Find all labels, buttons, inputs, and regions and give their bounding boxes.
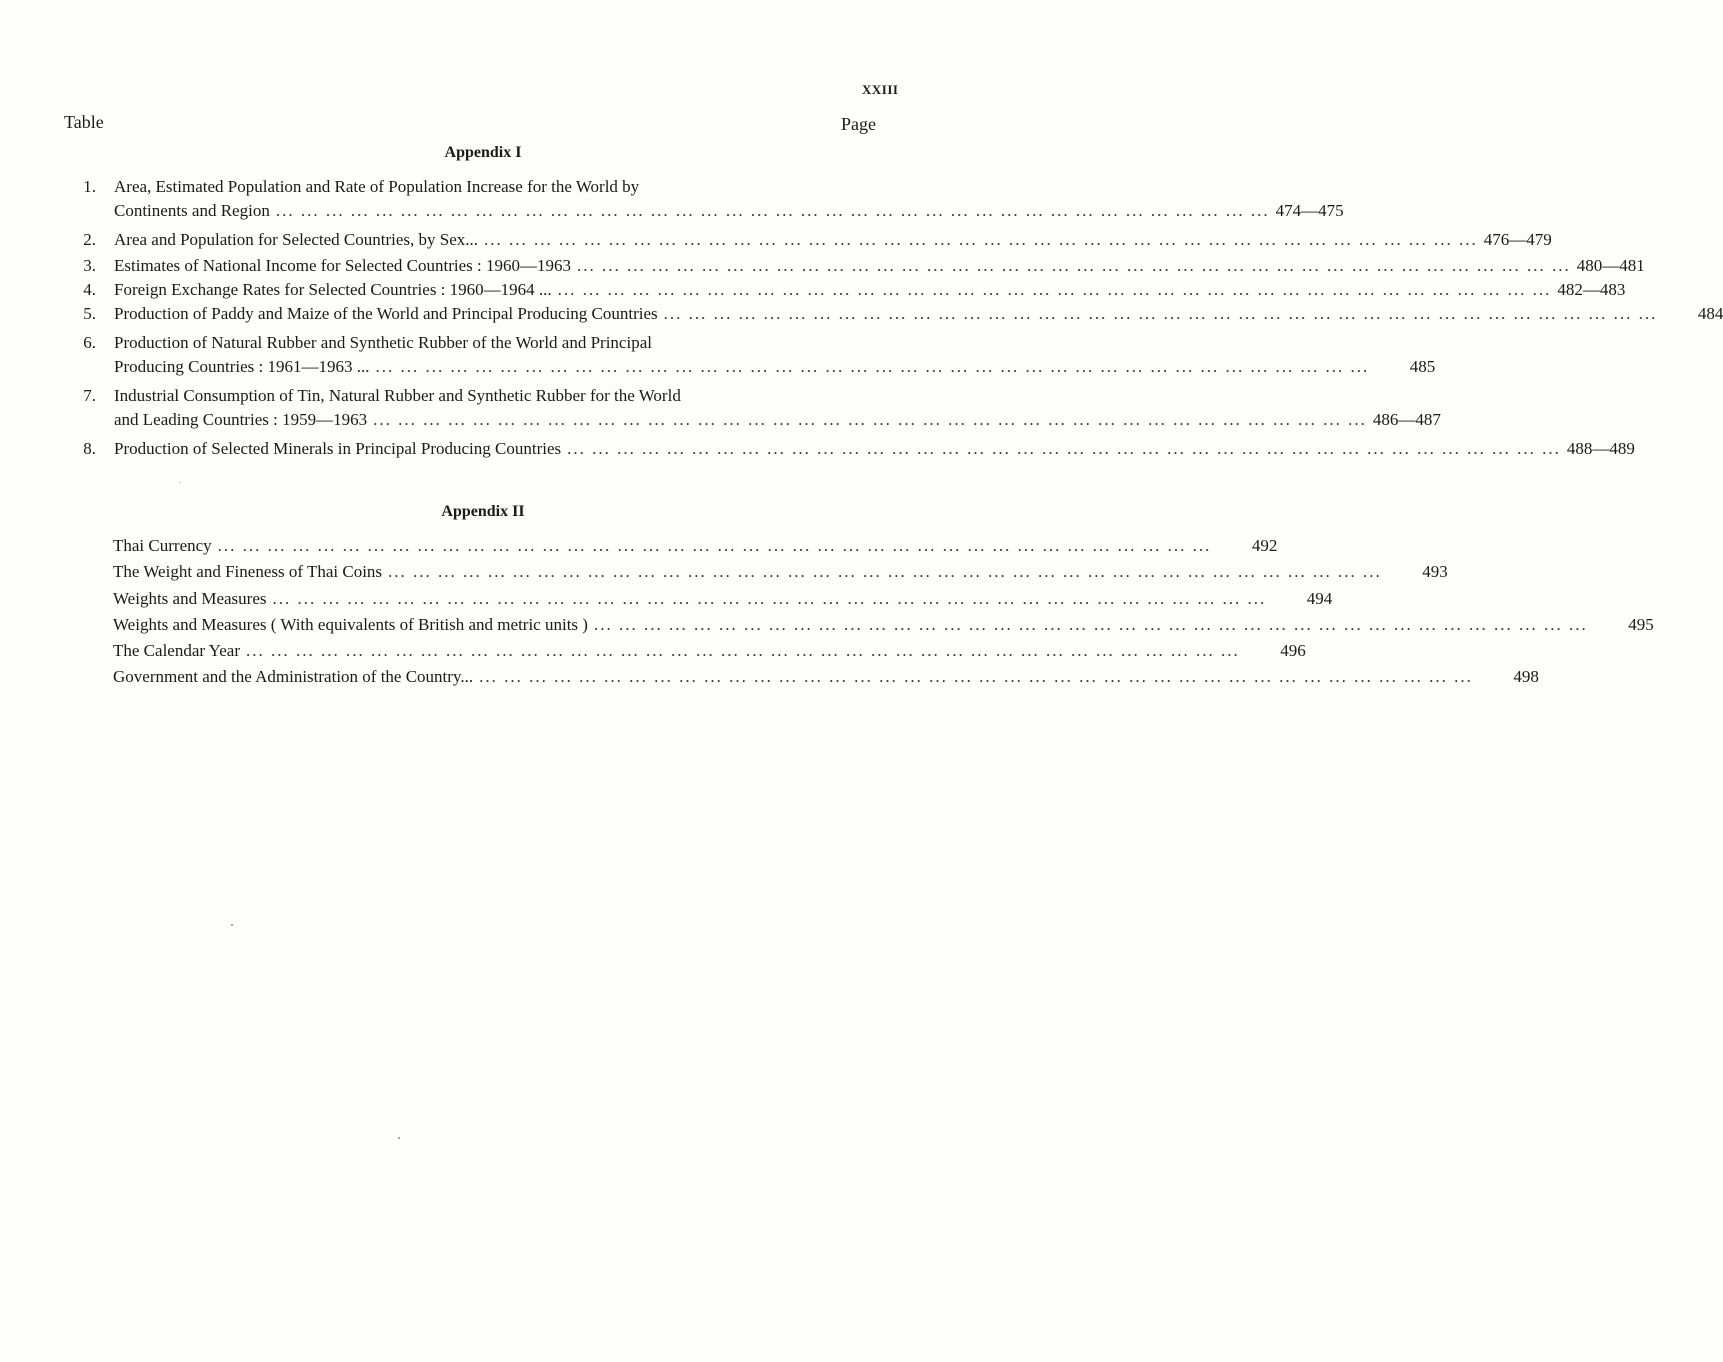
entry-title-line: Producing Countries : 1961—1963 ... — [114, 357, 370, 376]
scan-speck — [398, 1137, 400, 1139]
entry-page: 493 — [1422, 562, 1448, 581]
entry-page: 498 — [1513, 667, 1539, 686]
entry-page: 495 — [1628, 615, 1654, 634]
toc-entry-weights-measures-equivalents[interactable] — [113, 613, 1654, 637]
scan-speck — [180, 482, 181, 483]
table-column-header: Table — [64, 112, 104, 132]
entry-title-line: Continents and Region — [114, 201, 270, 220]
toc-entry-government[interactable] — [113, 665, 1539, 689]
entry-number: 2. — [83, 230, 96, 249]
entry-page: 494 — [1306, 589, 1333, 608]
entry-number: 4. — [83, 280, 96, 299]
appendix-1-title: Appendix I — [444, 144, 522, 161]
entry-title-line: Foreign Exchange Rates for Selected Countries : 1960—1964 ... — [114, 280, 552, 299]
dot-leader: ... ... ... ... ... ... ... ... ... ... ... ... ... ... ... ... ... ... ... ... ... ... ... ... ... ... ... ... ... ... ... ... ... ... ... ... ... ... ... ... — [375, 357, 1370, 376]
dot-leader: ... ... ... ... ... ... ... ... ... ... ... ... ... ... ... ... ... ... ... ... ... ... ... ... ... ... ... ... ... ... ... ... ... ... ... ... ... ... ... ... — [577, 256, 1571, 275]
entry-page: 484 — [1697, 304, 1723, 323]
entry-title: Weights and Measures ( With equivalents of British and metric units ) — [113, 615, 588, 634]
entry-number: 3. — [83, 256, 96, 275]
entry-page: 485 — [1409, 357, 1436, 376]
toc-entry-thai-coins[interactable] — [113, 560, 1448, 584]
dot-leader: ... ... ... ... ... ... ... ... ... ... ... ... ... ... ... ... ... ... ... ... ... ... ... ... ... ... ... ... ... ... ... ... ... ... ... ... ... ... ... ... — [484, 230, 1478, 249]
entry-title: Thai Currency — [113, 536, 212, 555]
entry-title: Government and the Administration of the Country... — [113, 667, 474, 686]
entry-title-line: and Leading Countries : 1959—1963 — [114, 410, 368, 429]
page-column-header: Page — [841, 114, 876, 134]
entry-page: 488—489 — [1566, 439, 1635, 458]
dot-leader: ... ... ... ... ... ... ... ... ... ... ... ... ... ... ... ... ... ... ... ... ... ... ... ... ... ... ... ... ... ... ... ... ... ... ... ... ... ... ... ... — [388, 562, 1382, 581]
entry-title-line: Area and Population for Selected Countries, by Sex... — [114, 230, 479, 249]
page-number: XXIII — [862, 82, 899, 97]
entry-title-line: Production of Paddy and Maize of the World and Principal Producing Countries — [114, 304, 658, 323]
entry-title-line: Area, Estimated Population and Rate of Population Increase for the World by — [114, 177, 640, 196]
entry-page: 474—475 — [1275, 201, 1344, 220]
dot-leader: ... ... ... ... ... ... ... ... ... ... ... ... ... ... ... ... ... ... ... ... ... ... ... ... ... ... ... ... ... ... ... ... ... ... ... ... ... ... ... ... — [567, 439, 1561, 458]
toc-entry-thai-currency[interactable] — [113, 534, 1278, 558]
dot-leader: ... ... ... ... ... ... ... ... ... ... ... ... ... ... ... ... ... ... ... ... ... ... ... ... ... ... ... ... ... ... ... ... ... ... ... ... ... ... ... ... — [479, 667, 1473, 686]
entry-number: 7. — [83, 386, 96, 405]
scan-speck — [231, 924, 233, 926]
dot-leader: ... ... ... ... ... ... ... ... ... ... ... ... ... ... ... ... ... ... ... ... ... ... ... ... ... ... ... ... ... ... ... ... ... ... ... ... ... ... ... ... — [246, 641, 1240, 660]
dot-leader: ... ... ... ... ... ... ... ... ... ... ... ... ... ... ... ... ... ... ... ... ... ... ... ... ... ... ... ... ... ... ... ... ... ... ... ... ... ... ... ... — [593, 615, 1588, 634]
entry-title: Weights and Measures — [113, 589, 267, 608]
toc-entry-weights-measures[interactable] — [113, 587, 1333, 611]
toc-entry-calendar-year[interactable] — [113, 639, 1306, 663]
entry-title-line: Production of Selected Minerals in Principal Producing Countries — [114, 439, 562, 458]
entry-title: The Calendar Year — [113, 641, 240, 660]
entry-page: 486—487 — [1372, 410, 1441, 429]
entry-title: The Weight and Fineness of Thai Coins — [113, 562, 383, 581]
entry-page: 492 — [1251, 536, 1278, 555]
dot-leader: ... ... ... ... ... ... ... ... ... ... ... ... ... ... ... ... ... ... ... ... ... ... ... ... ... ... ... ... ... ... ... ... ... ... ... ... ... ... ... ... — [373, 410, 1367, 429]
entry-number: 6. — [83, 333, 96, 352]
entry-number: 8. — [83, 439, 96, 458]
entry-title-line: Estimates of National Income for Selected Countries : 1960—1963 — [114, 256, 572, 275]
dot-leader: ... ... ... ... ... ... ... ... ... ... ... ... ... ... ... ... ... ... ... ... ... ... ... ... ... ... ... ... ... ... ... ... ... ... ... ... ... ... ... ... — [275, 201, 1270, 220]
dot-leader: ... ... ... ... ... ... ... ... ... ... ... ... ... ... ... ... ... ... ... ... ... ... ... ... ... ... ... ... ... ... ... ... ... ... ... ... ... ... ... ... — [557, 280, 1552, 299]
appendix-2-title: Appendix II — [441, 503, 525, 520]
entry-number: 1. — [83, 177, 96, 196]
dot-leader: ... ... ... ... ... ... ... ... ... ... ... ... ... ... ... ... ... ... ... ... ... ... ... ... ... ... ... ... ... ... ... ... ... ... ... ... ... ... ... ... — [272, 589, 1267, 608]
dot-leader: ... ... ... ... ... ... ... ... ... ... ... ... ... ... ... ... ... ... ... ... ... ... ... ... ... ... ... ... ... ... ... ... ... ... ... ... ... ... ... ... — [217, 536, 1212, 555]
dot-leader: ... ... ... ... ... ... ... ... ... ... ... ... ... ... ... ... ... ... ... ... ... ... ... ... ... ... ... ... ... ... ... ... ... ... ... ... ... ... ... ... — [663, 304, 1658, 323]
entry-title-line: Production of Natural Rubber and Synthetic Rubber of the World and Principal — [114, 333, 652, 352]
entry-page: 480—481 — [1576, 256, 1645, 275]
entry-page: 476—479 — [1483, 230, 1552, 249]
entry-title-line: Industrial Consumption of Tin, Natural Rubber and Synthetic Rubber for the World — [114, 386, 681, 405]
entry-page: 496 — [1280, 641, 1306, 660]
entry-number: 5. — [83, 304, 96, 323]
entry-page: 482—483 — [1557, 280, 1626, 299]
